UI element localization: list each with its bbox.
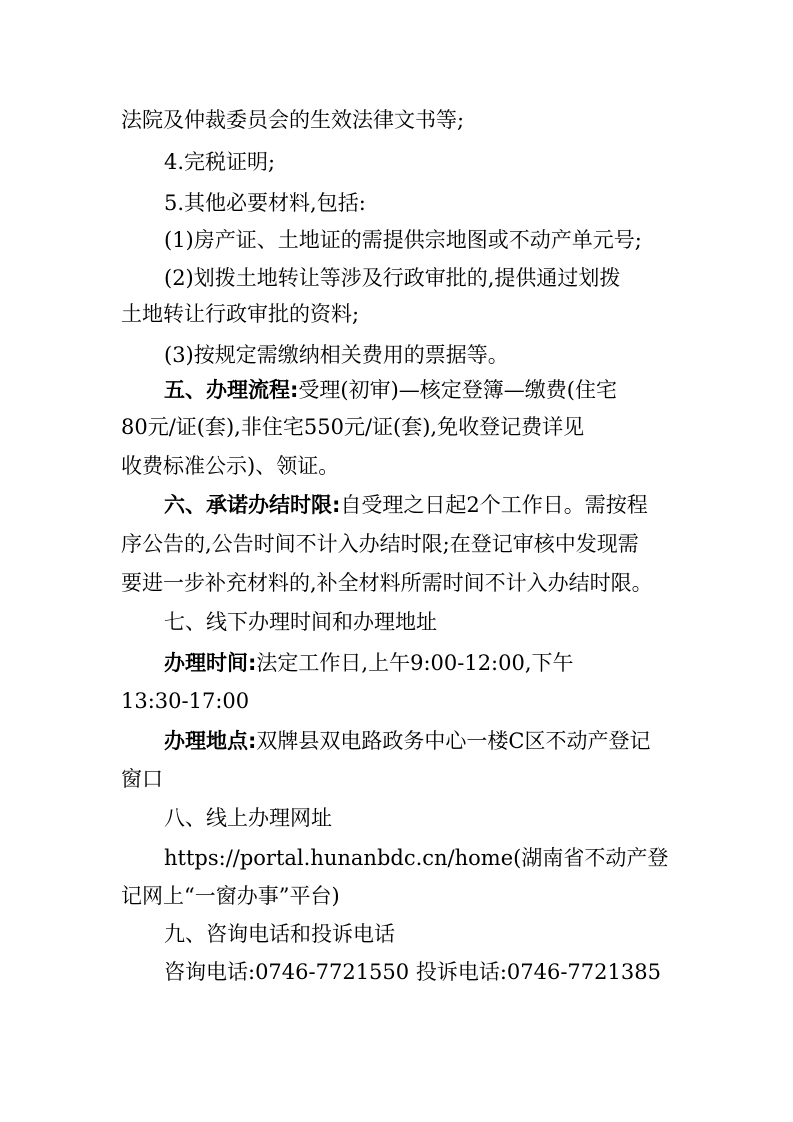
online-url-line: https://portal.hunanbdc.cn/home(湖南省不动产登 <box>164 846 669 870</box>
office-hours-text-cont: 13:30-17:00 <box>121 689 250 713</box>
text-line: 序公告的,公告时间不计入办结时限;在登记审核中发现需 <box>121 532 639 556</box>
text-line: 80元/证(套),非住宅550元/证(套),免收登记费详见 <box>121 415 585 439</box>
section-6-line <box>164 492 648 518</box>
office-hours-line <box>164 650 574 676</box>
section-5-heading: 五、办理流程: <box>164 378 299 402</box>
text-line: 4.完税证明; <box>164 150 276 174</box>
text-line: 法院及仲裁委员会的生效法律文书等; <box>121 108 465 132</box>
address-line <box>164 728 650 754</box>
text-line: 要进一步补充材料的,补全材料所需时间不计入办结时限。 <box>121 571 653 595</box>
phone-numbers-line: 咨询电话:0746-7721550 投诉电话:0746-7721385 <box>164 960 661 984</box>
text-line: (2)划拨土地转让等涉及行政审批的,提供通过划拨 <box>164 266 621 290</box>
text-line: 5.其他必要材料,包括: <box>164 191 366 215</box>
section-6-text: 自受理之日起2个工作日。需按程 <box>340 493 648 517</box>
text-line: 收费标准公示)、领证。 <box>121 454 340 478</box>
text-line: (1)房产证、土地证的需提供宗地图或不动产单元号; <box>164 228 642 252</box>
text-line: 记网上“一窗办事”平台) <box>121 884 340 908</box>
address-text-cont: 窗口 <box>121 767 163 791</box>
text-line: (3)按规定需缴纳相关费用的票据等。 <box>164 343 509 367</box>
office-hours-text: 法定工作日,上午9:00-12:00,下午 <box>256 651 574 675</box>
address-label: 办理地点: <box>164 729 257 753</box>
section-5-text: 受理(初审)—核定登簿—缴费(住宅 <box>298 378 617 402</box>
text-line: 土地转让行政审批的资料; <box>121 302 360 326</box>
section-7-heading: 七、线下办理时间和办理地址 <box>164 610 437 634</box>
office-hours-label: 办理时间: <box>164 651 257 675</box>
section-8-heading: 八、线上办理网址 <box>164 806 332 830</box>
section-6-heading: 六、承诺办结时限: <box>164 493 341 517</box>
address-text: 双牌县双电路政务中心一楼C区不动产登记 <box>256 729 651 753</box>
section-5-line <box>164 377 617 403</box>
section-9-heading: 九、咨询电话和投诉电话 <box>164 922 395 946</box>
